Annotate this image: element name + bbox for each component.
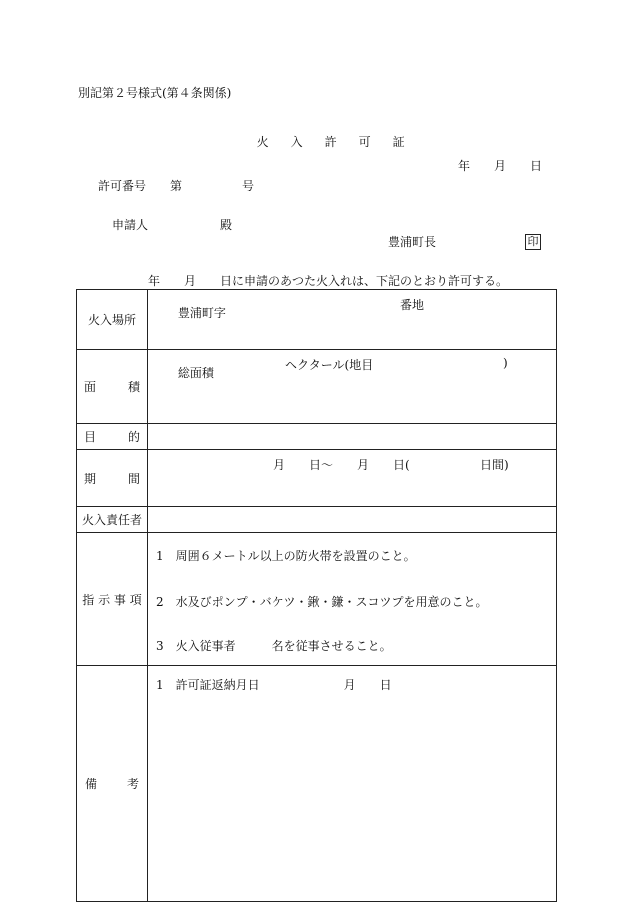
location-prefix: 豊浦町字 bbox=[177, 306, 226, 320]
area-total: 総面積 bbox=[177, 366, 214, 380]
area-unit: ヘクタール(地目 bbox=[285, 358, 374, 372]
title-char: 許 bbox=[324, 135, 337, 149]
permit-form-table bbox=[76, 289, 557, 902]
value-purpose[interactable] bbox=[148, 424, 557, 450]
period-dates: 月 日～ 月 日( bbox=[273, 458, 410, 472]
document-title bbox=[238, 124, 416, 148]
value-instructions bbox=[148, 533, 557, 666]
row-period bbox=[77, 450, 557, 507]
title-char: 火 bbox=[256, 135, 269, 149]
seal-stamp: 印 bbox=[525, 234, 541, 250]
value-period[interactable] bbox=[148, 450, 557, 507]
label-purpose: 目 的 bbox=[77, 424, 148, 450]
mayor-title: 豊浦町長 bbox=[388, 235, 437, 249]
intro-statement: 年 月 日に申請のあつた火入れは、下記のとおり許可する。 bbox=[148, 274, 509, 288]
row-responsible bbox=[77, 507, 557, 533]
value-responsible[interactable] bbox=[148, 507, 557, 533]
value-location[interactable] bbox=[148, 290, 557, 350]
location-suffix: 番地 bbox=[400, 298, 425, 312]
label-notes: 備 考 bbox=[77, 666, 148, 902]
instruction-item: 3 火入従事者 名を従事させること。 bbox=[156, 639, 392, 653]
label-instructions: 指 示 事 項 bbox=[77, 533, 148, 666]
label-period: 期 間 bbox=[77, 450, 148, 507]
value-area[interactable] bbox=[148, 350, 557, 424]
label-area: 面 積 bbox=[77, 350, 148, 424]
row-area bbox=[77, 350, 557, 424]
applicant-name: 申請人 殿 bbox=[112, 218, 233, 232]
row-notes bbox=[77, 666, 557, 902]
title-char: 可 bbox=[358, 135, 371, 149]
notes-item: 1 許可証返納月日 月 日 bbox=[156, 678, 392, 692]
title-char: 入 bbox=[290, 135, 303, 149]
instruction-item: 1 周囲６メートル以上の防火帯を設置のこと。 bbox=[156, 549, 416, 563]
area-close: ) bbox=[503, 356, 508, 370]
label-location: 火入場所 bbox=[77, 290, 148, 350]
row-location bbox=[77, 290, 557, 350]
form-number: 別記第２号様式(第４条関係) bbox=[78, 86, 232, 100]
row-instructions bbox=[77, 533, 557, 666]
title-char: 証 bbox=[392, 135, 405, 149]
label-responsible: 火入責任者 bbox=[77, 507, 148, 533]
instruction-item: 2 水及びポンプ・バケツ・鍬・鎌・スコツプを用意のこと。 bbox=[156, 595, 488, 609]
permit-number: 許可番号 第 号 bbox=[98, 179, 255, 193]
period-days: 日間) bbox=[480, 458, 509, 472]
value-notes[interactable] bbox=[148, 666, 557, 902]
row-purpose bbox=[77, 424, 557, 450]
issue-date: 年 月 日 bbox=[458, 159, 543, 173]
